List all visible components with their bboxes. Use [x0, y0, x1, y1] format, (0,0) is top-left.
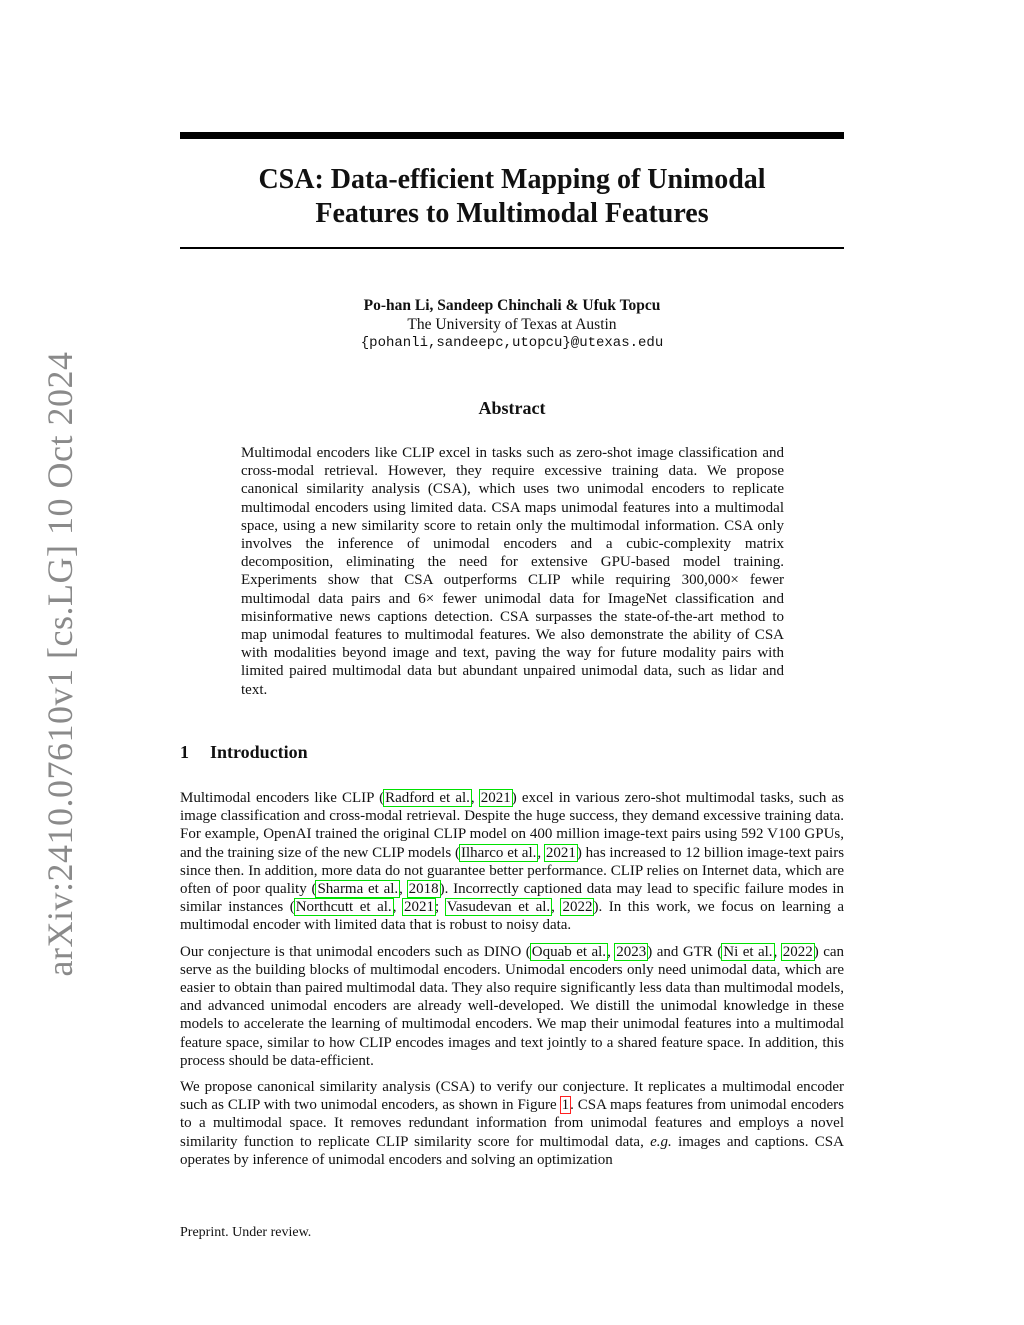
citation-link[interactable]: Ilharco et al.	[460, 844, 537, 861]
citation-link[interactable]: Northcutt et al.	[295, 899, 392, 916]
author-email: {pohanli,sandeepc,utopcu}@utexas.edu	[360, 335, 664, 351]
citation-link[interactable]: Oquab et al.	[531, 943, 607, 960]
page-footer: Preprint. Under review.	[180, 1225, 312, 1240]
section-heading-introduction	[180, 742, 308, 763]
introduction-body	[180, 789, 844, 1177]
text-run: ,	[470, 790, 480, 806]
citation-link[interactable]: Radford et al.	[385, 790, 470, 806]
intro-paragraph-3	[180, 1078, 844, 1169]
text-run: ;	[434, 899, 446, 916]
section-title: Introduction	[210, 742, 308, 762]
title-bottom-rule	[180, 247, 844, 249]
text-run: . CSA maps features from unimodal encoders to a multimodal space. It removes redundant information from unimodal features and employs a novel similarity function to replicate CLIP similarity score for multimodal data,	[180, 1097, 844, 1150]
text-run: ,	[392, 899, 403, 916]
text-run: ,	[607, 943, 616, 960]
citation-link[interactable]: 2021	[545, 844, 576, 861]
text-run: ) has increased to 12 billion image-text pairs since then. In addition, more data do not guarantee better performance. CLIP relies on Internet data, which are often of poor quality (	[180, 844, 845, 898]
citation-link[interactable]: Ni et al.	[723, 943, 773, 960]
text-run: ,	[537, 844, 545, 861]
citation-link[interactable]: 2018	[408, 881, 439, 898]
title-line-1: CSA: Data-efficient Mapping of Unimodal	[258, 164, 766, 195]
text-run: We propose canonical similarity analysis (CSA) to verify our conjecture. It replicates a multimodal encoder such as CLIP with two unimodal encoders, as shown in Figure	[180, 1079, 844, 1114]
text-run: ) and GTR (	[647, 943, 723, 960]
author-block	[180, 296, 844, 353]
citation-link[interactable]: Sharma et al.	[317, 881, 399, 898]
arxiv-identifier: arXiv:2410.07610v1 [cs.LG] 10 Oct 2024	[40, 351, 80, 977]
emphasis-text: e.g.	[650, 1133, 672, 1150]
text-run: ,	[773, 943, 782, 960]
abstract-heading: Abstract	[478, 398, 546, 418]
abstract-text: Multimodal encoders like CLIP excel in tasks such as zero-shot image classification and cross-modal retrieval. However, they require excessive training data. We propose canonical similarity analysis (CSA), which uses two unimodal encoders to replicate multimodal encoders using limited data. CSA maps unimodal features into a multimodal space, using a new similarity score to retain only the multimodal information. CSA only involves the inference of unimodal encoders and a cubic-complexity matrix decomposition, eliminating the need for extensive GPU-based model training. Experiments show that CSA outperforms CLIP while requiring 300,000× fewer multimodal data pairs and 6× fewer unimodal data for ImageNet classification and misinformative news captions detection. CSA surpasses the state-of-the-art method to map unimodal features to multimodal features. We also demonstrate the ability of CSA with modalities beyond image and text, paving the way for future modality pairs with limited paired multimodal data but abundant unpaired unimodal data, such as lidar and text.	[241, 445, 784, 698]
citation-link[interactable]: 2021	[403, 899, 434, 916]
citation-link[interactable]: 2023	[616, 943, 647, 960]
title-line-2: Features to Multimodal Features	[315, 198, 709, 229]
text-run: ). In this work, we focus on learning a multimodal encoder with limited data that is robust to noisy data.	[180, 899, 845, 934]
citation-link[interactable]: 2022	[782, 943, 813, 960]
citation-link[interactable]: 2022	[562, 899, 593, 916]
text-run: ,	[399, 881, 408, 898]
title-top-rule	[180, 132, 844, 139]
paper-title	[180, 163, 844, 231]
section-number: 1	[180, 742, 189, 762]
author-affiliation: The University of Texas at Austin	[407, 316, 617, 333]
citation-link[interactable]: 2021	[480, 790, 511, 806]
intro-paragraph-1	[180, 789, 844, 935]
text-run: Multimodal encoders like CLIP (	[180, 790, 385, 806]
text-run: Our conjecture is that unimodal encoders such as DINO (	[180, 943, 531, 960]
text-run: ,	[551, 899, 562, 916]
author-names: Po-han Li, Sandeep Chinchali & Ufuk Topcu	[363, 297, 661, 314]
intro-paragraph-2	[180, 943, 844, 1070]
text-run: ). Incorrectly captioned data may lead to specific failure modes in similar instances (	[180, 881, 844, 916]
figure-reference-link[interactable]: 1	[561, 1097, 570, 1114]
text-run: images and captions. CSA operates by inference of unimodal encoders and solving an optimization	[180, 1133, 844, 1168]
citation-link[interactable]: Vasudevan et al.	[446, 899, 551, 916]
text-run: ) can serve as the building blocks of multimodal encoders. Unimodal encoders only need unimodal data, which are easier to obtain than paired multimodal data. They also require significantly less data than multimodal models, and advanced unimodal encoders are already well-developed. We distill the unimodal knowledge in these models to accelerate the learning of multimodal encoders. We map their unimodal features into a multimodal feature space, similar to how CLIP encodes images and text jointly to a shared feature space. In addition, this process should be data-efficient.	[180, 943, 845, 1069]
text-run: ) excel in various zero-shot multimodal tasks, such as image classification and cross-modal retrieval. Despite the huge success, they demand excessive training data. For example, OpenAI trained the original CLIP model on 400 million image-text pairs using 592 V100 GPUs, and the training size of the new CLIP models (	[180, 790, 844, 861]
